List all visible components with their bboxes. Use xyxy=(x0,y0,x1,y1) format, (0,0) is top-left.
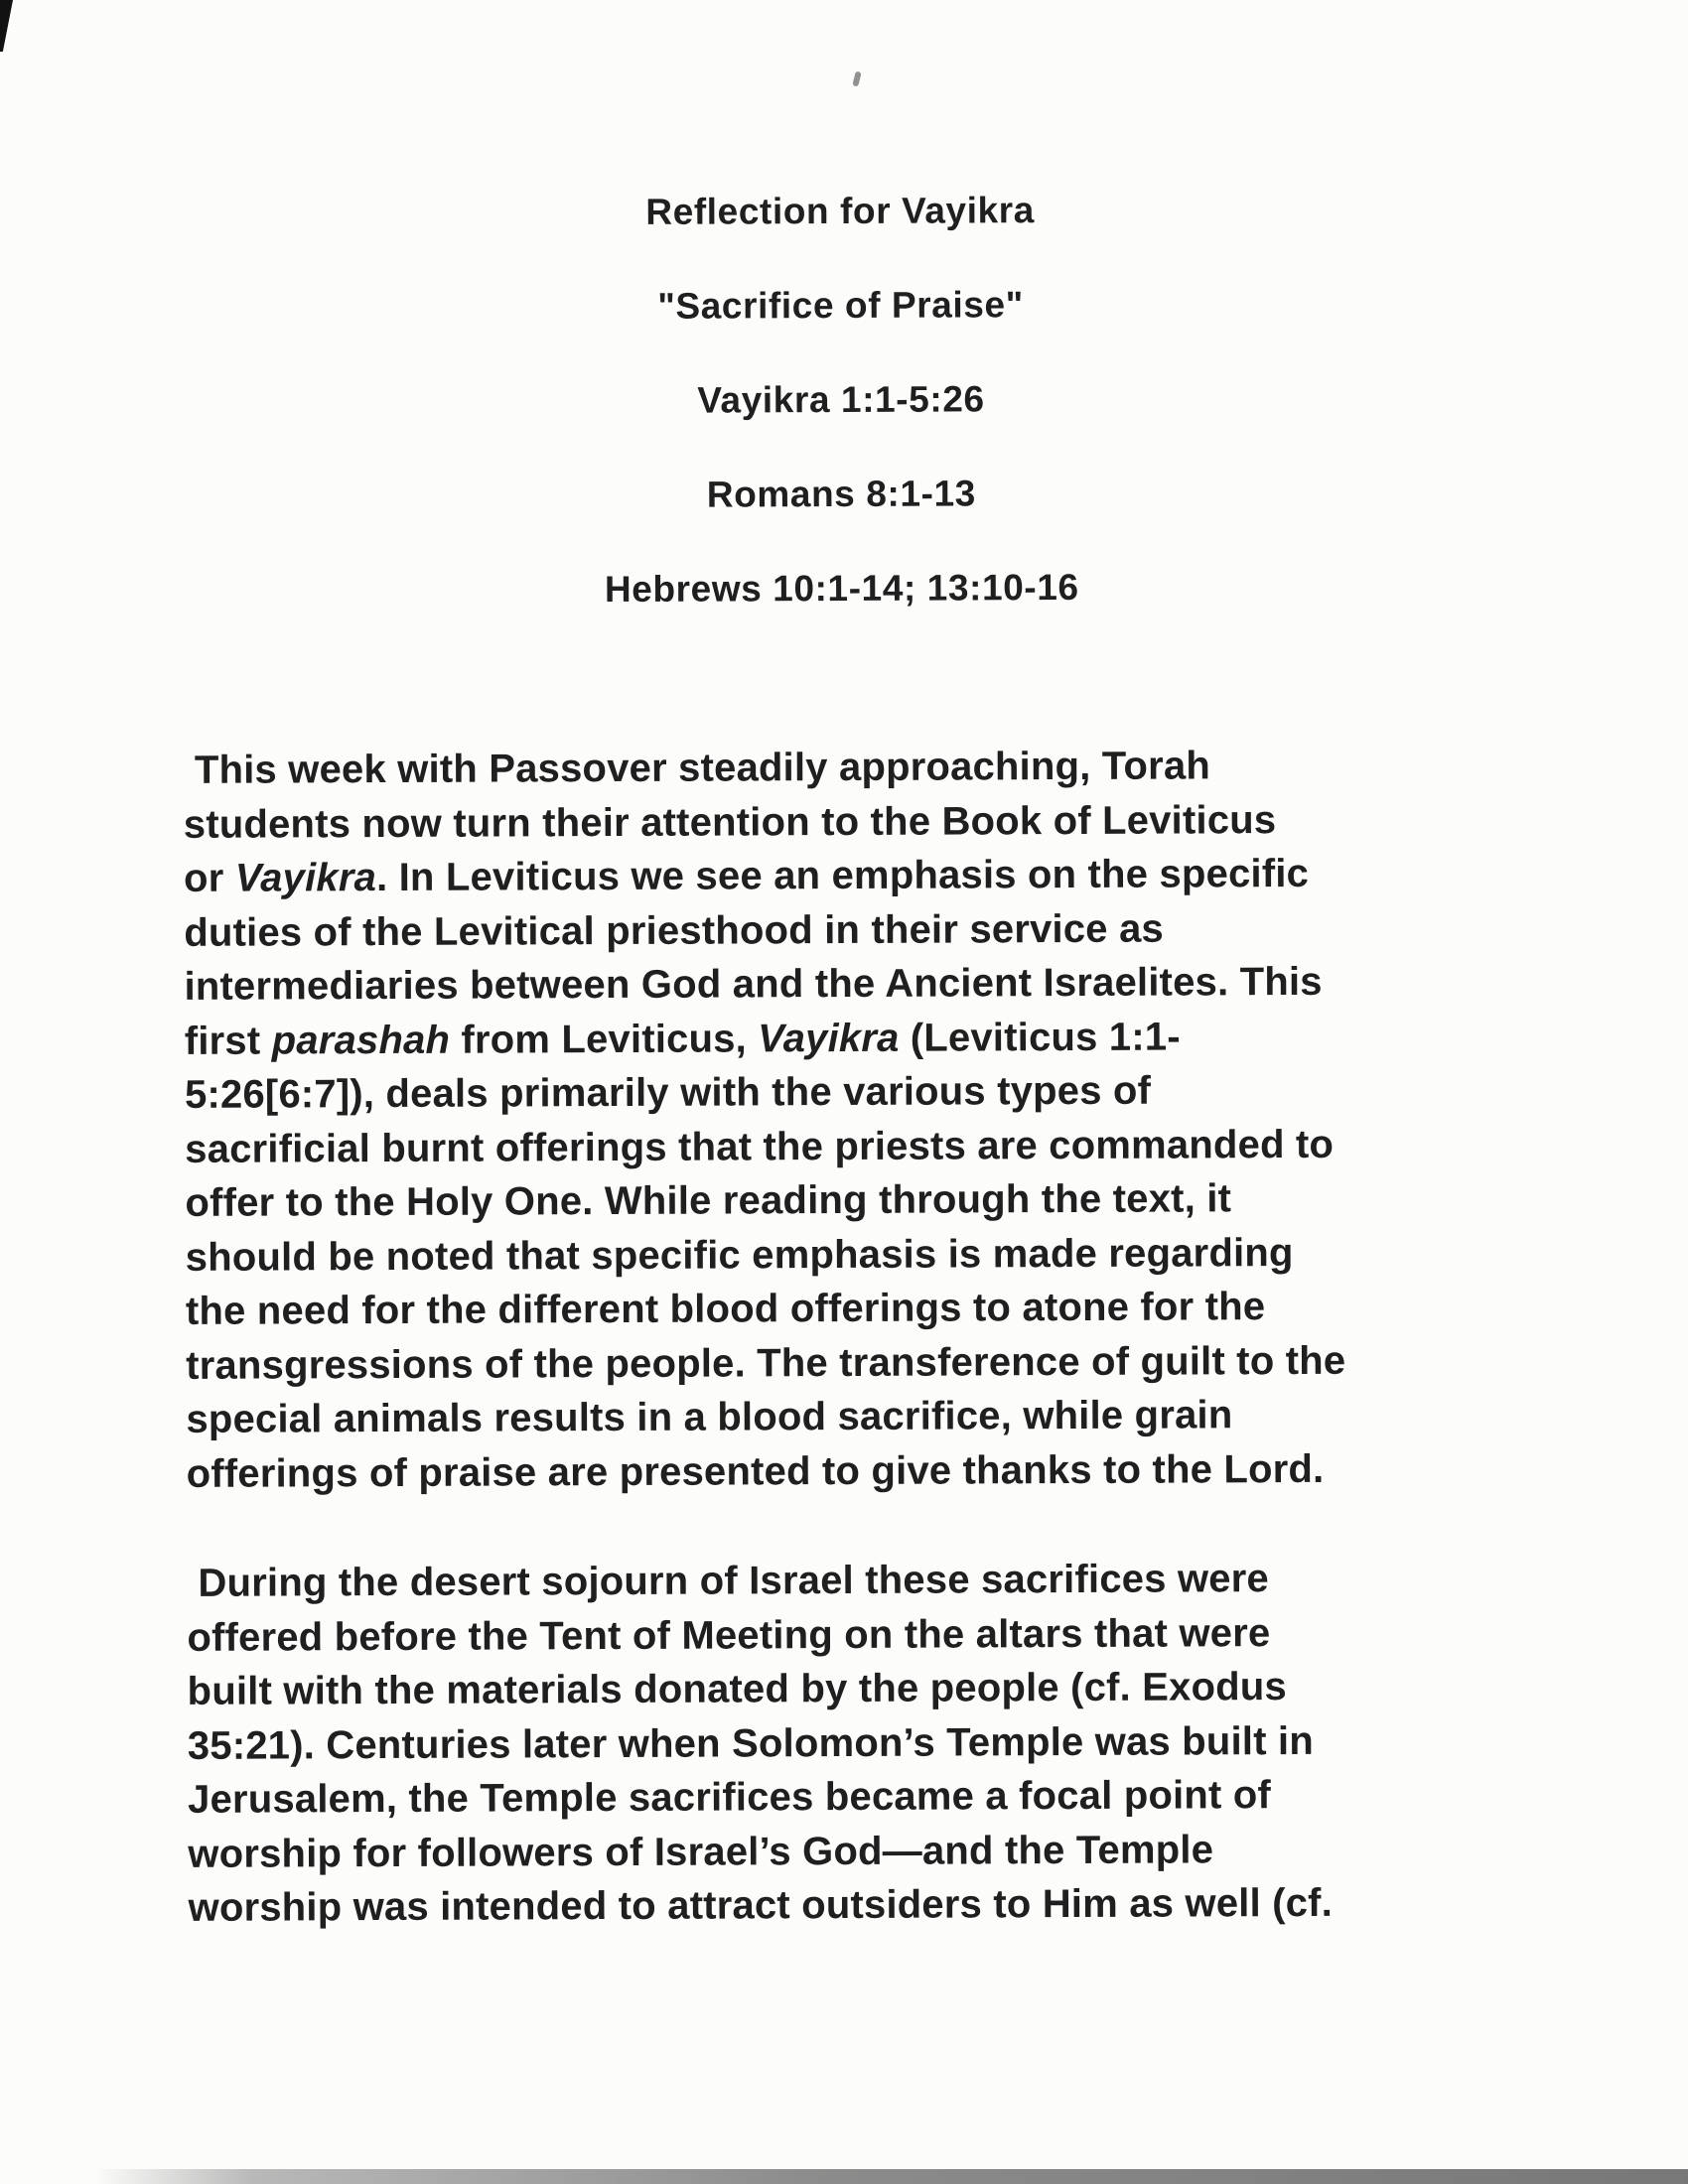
text-segment: intermediaries between God and the Ancient Israelites. This xyxy=(184,959,1323,1009)
text-segment: students now turn their attention to the Book of Leviticus xyxy=(183,797,1277,847)
document-body xyxy=(0,737,1688,1936)
heading-line: Romans 8:1-13 xyxy=(706,473,976,515)
text-segment: should be noted that specific emphasis is made regarding xyxy=(185,1230,1294,1280)
scan-artifact-bottom-edge xyxy=(94,2169,1688,2184)
text-line xyxy=(187,1551,1541,1610)
text-line xyxy=(186,1387,1540,1446)
text-segment: Jerusalem, the Temple sacrifices became a focal point of xyxy=(188,1773,1272,1822)
text-line xyxy=(184,954,1538,1014)
text-line xyxy=(186,1224,1540,1284)
text-segment: . In Leviticus we see an emphasis on the specific xyxy=(375,851,1310,900)
text-segment: This week with Passover steadily approaching, Torah xyxy=(183,744,1211,792)
document-heading-block xyxy=(0,0,1686,639)
text-line xyxy=(183,738,1537,797)
text-segment: from Leviticus, xyxy=(450,1016,759,1062)
heading-line: Vayikra 1:1-5:26 xyxy=(697,378,985,421)
paragraph-2 xyxy=(187,1551,1543,1935)
paragraph-1 xyxy=(183,738,1540,1501)
text-line xyxy=(184,899,1538,959)
text-line xyxy=(188,1712,1542,1772)
text-line xyxy=(185,1008,1539,1067)
text-segment: transgressions of the people. The transference of guilt to the xyxy=(186,1338,1346,1388)
text-segment: worship for followers of Israel’s God—and the Temple xyxy=(188,1827,1214,1876)
text-segment: (Leviticus 1:1- xyxy=(899,1015,1181,1060)
italic-text: Vayikra xyxy=(758,1016,900,1060)
text-segment: first xyxy=(184,1019,272,1063)
text-line xyxy=(184,791,1538,851)
text-segment: offered before the Tent of Meeting on the altars that were xyxy=(187,1610,1271,1660)
text-line xyxy=(188,1875,1542,1935)
text-segment: built with the materials donated by the people (cf. Exodus xyxy=(187,1665,1288,1713)
italic-text: parashah xyxy=(271,1018,451,1063)
text-line xyxy=(186,1279,1540,1338)
text-segment: During the desert sojourn of Israel these sacrifices were xyxy=(187,1557,1269,1605)
text-segment: special animals results in a blood sacrifice, while grain xyxy=(186,1393,1233,1441)
text-line xyxy=(185,1170,1539,1230)
text-line xyxy=(188,1659,1542,1718)
text-line xyxy=(184,846,1538,905)
text-segment: 5:26[6:7]), deals primarily with the various types of xyxy=(184,1068,1152,1117)
text-line xyxy=(188,1767,1542,1827)
text-line xyxy=(185,1062,1539,1122)
text-segment: offer to the Holy One. While reading through the text, it xyxy=(185,1176,1232,1225)
text-line xyxy=(187,1440,1541,1500)
text-line xyxy=(188,1821,1542,1880)
text-segment: the need for the different blood offerings to atone for the xyxy=(185,1285,1266,1333)
text-line xyxy=(187,1604,1541,1664)
text-segment: offerings of praise are presented to give thanks to the Lord. xyxy=(186,1446,1325,1496)
text-line xyxy=(185,1116,1539,1175)
text-segment: duties of the Levitical priesthood in their service as xyxy=(184,906,1165,955)
heading-line: Reflection for Vayikra xyxy=(645,190,1035,232)
text-segment: 35:21). Centuries later when Solomon’s Temple was built in xyxy=(187,1718,1315,1768)
text-segment: sacrificial burnt offerings that the priests are commanded to xyxy=(185,1122,1335,1171)
italic-text: Vayikra xyxy=(234,856,377,900)
heading-line: "Sacrifice of Praise" xyxy=(657,284,1024,327)
text-segment: worship was intended to attract outsiders to Him as well (cf. xyxy=(188,1880,1334,1930)
heading-line: Hebrews 10:1-14; 13:10-16 xyxy=(604,566,1079,611)
text-line xyxy=(186,1332,1540,1392)
text-segment: or xyxy=(183,856,235,900)
